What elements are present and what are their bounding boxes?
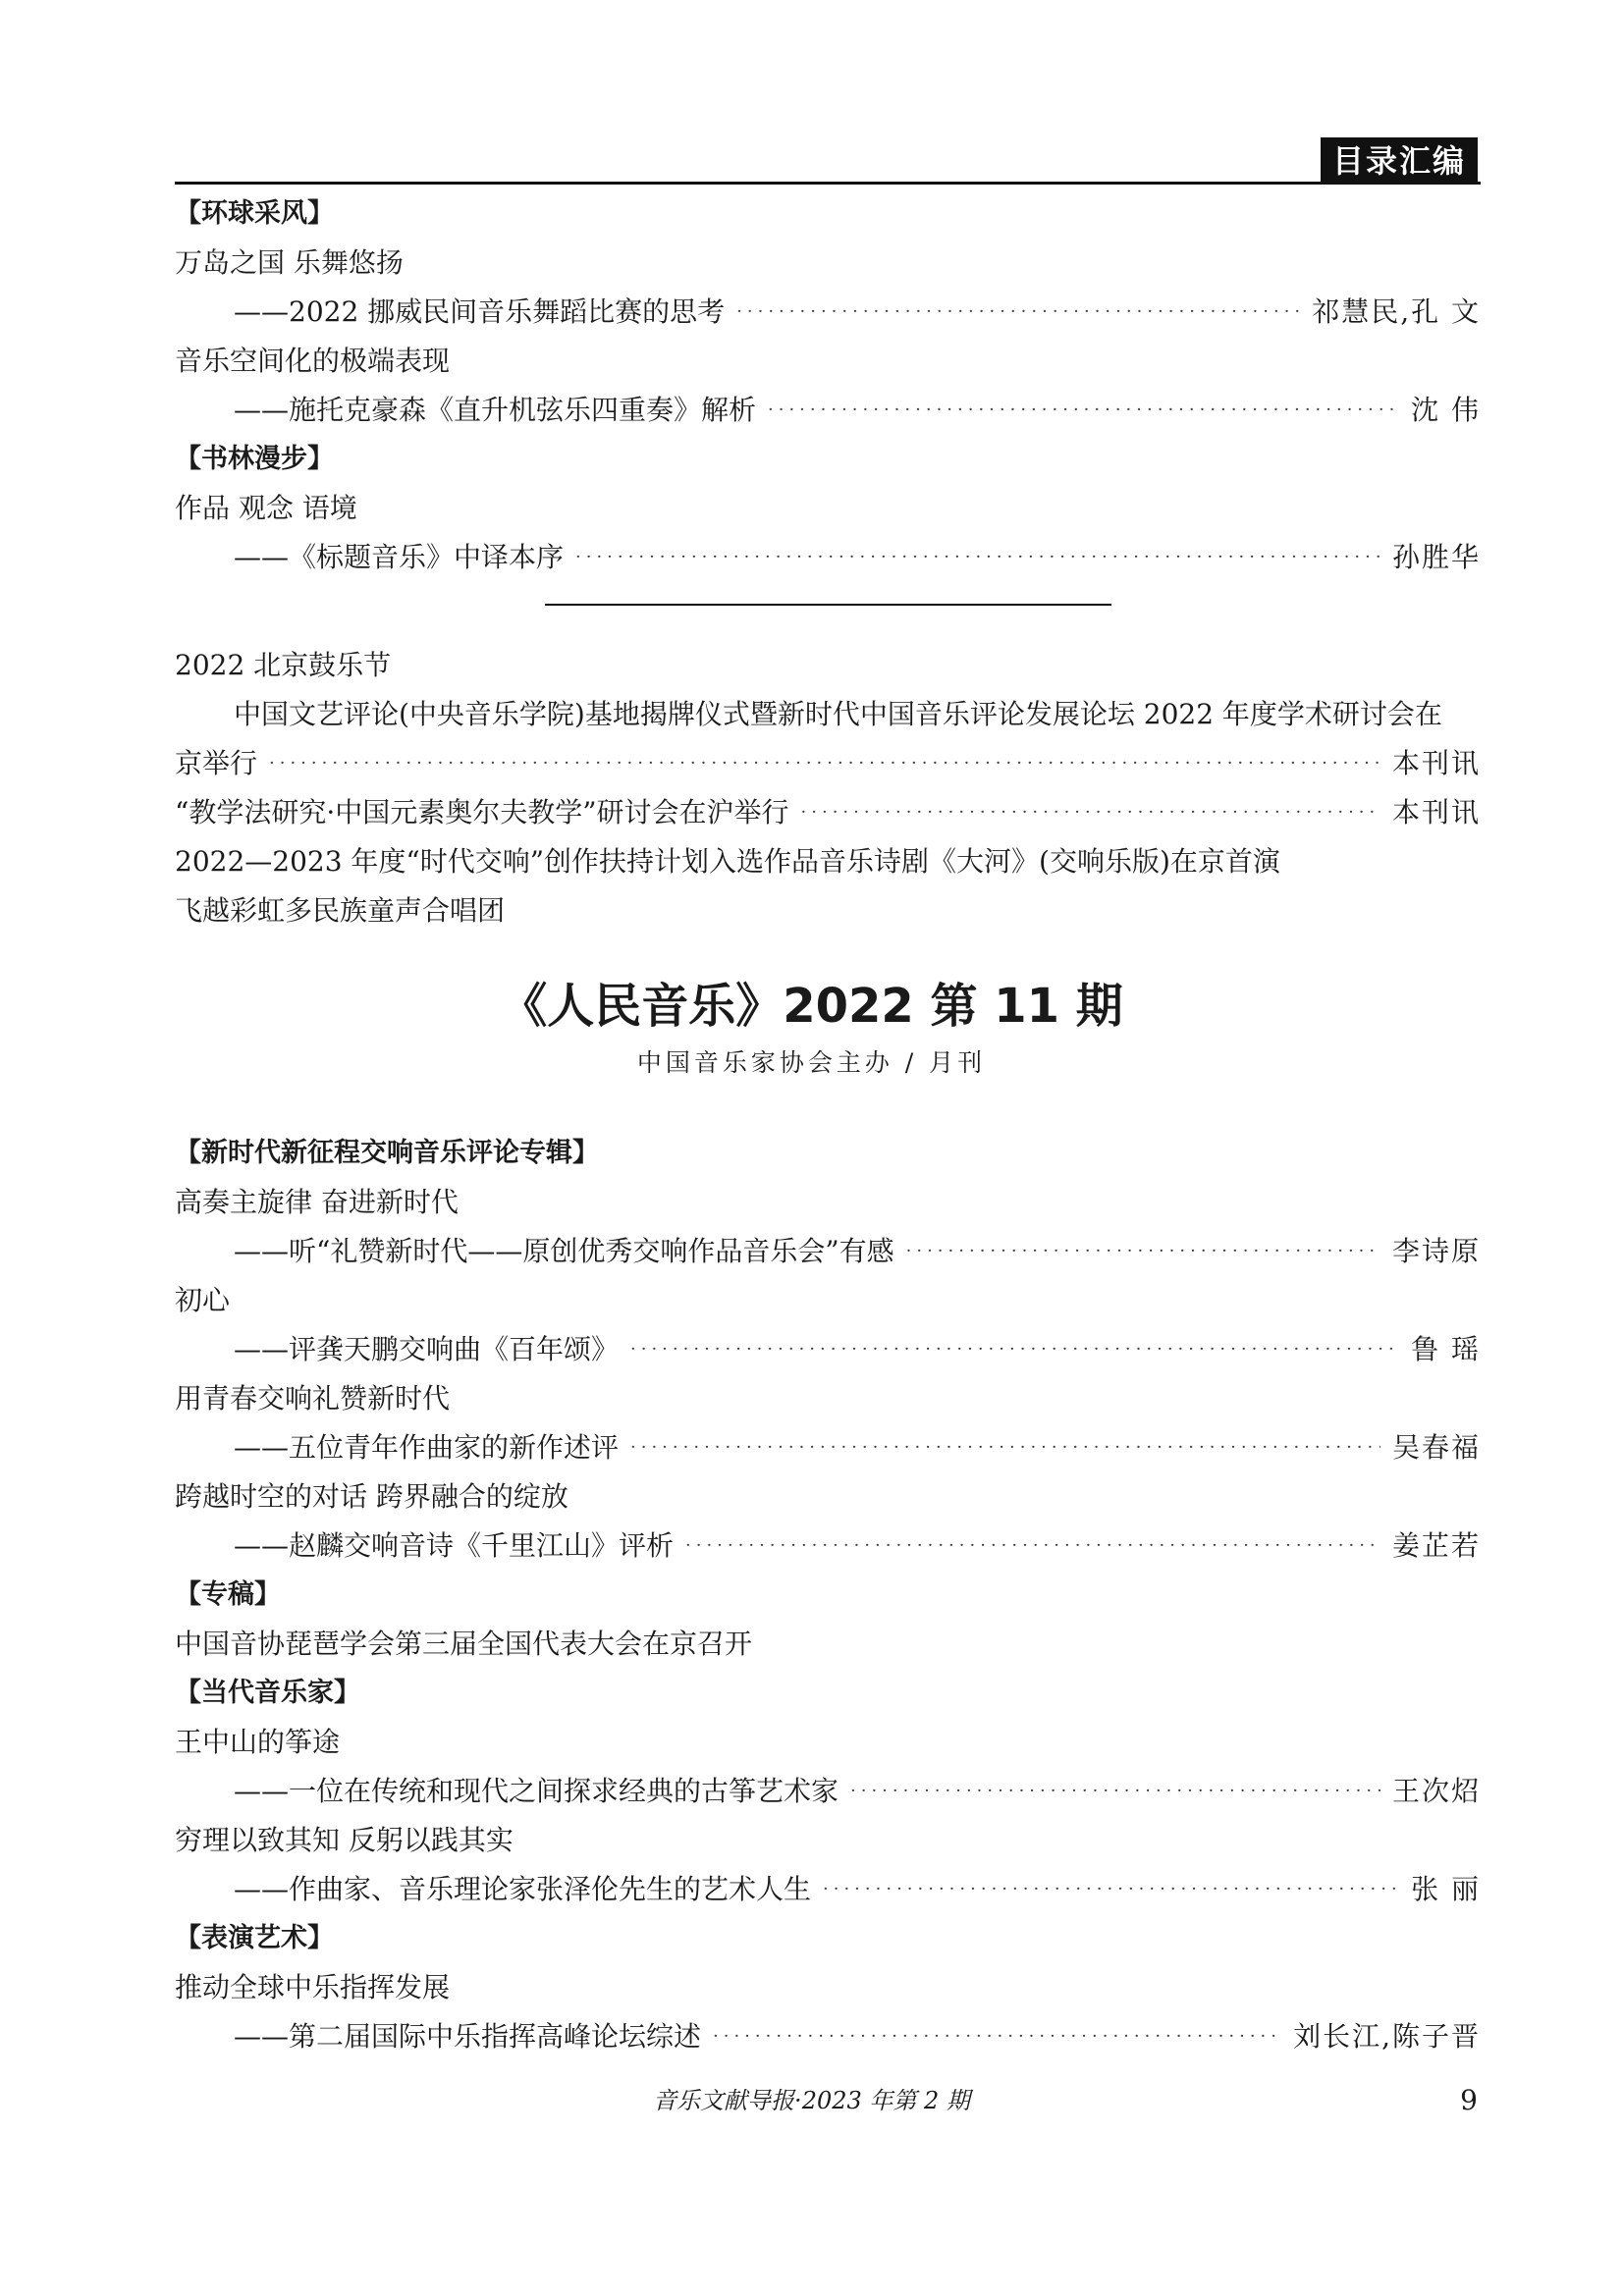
- news-item: 2022—2023 年度“时代交响”创作扶持计划入选作品音乐诗剧《大河》(交响乐版)在京首演: [175, 845, 1280, 878]
- news-item: 飞越彩虹多民族童声合唱团: [175, 894, 506, 927]
- toc-entry[interactable]: [175, 288, 1481, 337]
- leader-dots: [685, 1522, 1380, 1571]
- news-item: 中国文艺评论(中央音乐学院)基地揭牌仪式暨新时代中国音乐评论发展论坛 2022 年度学术研讨会在: [234, 698, 1442, 730]
- article-author: 吴春福: [1391, 1431, 1481, 1464]
- journal-footer: 音乐文献导报·2023 年第 2 期: [653, 2087, 970, 2114]
- article-title: 中国音协琵琶学会第三届全国代表大会在京召开: [175, 1628, 753, 1660]
- article-subtitle: ——五位青年作曲家的新作述评: [234, 1431, 620, 1464]
- article-title: 推动全球中乐指挥发展: [175, 1971, 451, 2003]
- separator-rule: [545, 604, 1111, 606]
- article-subtitle: ——赵麟交响音诗《千里江山》评析: [234, 1529, 675, 1562]
- section-heading: 【环球采风】: [175, 198, 334, 229]
- article-author: 祁慧民,孔 文: [1312, 295, 1481, 328]
- toc-entry[interactable]: [175, 2012, 1481, 2061]
- toc-entry[interactable]: [175, 1423, 1481, 1472]
- page-number: 9: [1460, 2084, 1478, 2116]
- leader-dots: [823, 1865, 1399, 1914]
- news-item: “教学法研究·中国元素奥尔夫教学”研讨会在沪举行: [175, 796, 789, 828]
- issue-subtitle: 中国音乐家协会主办 / 月刊: [636, 1048, 987, 1077]
- leader-dots: [630, 1423, 1380, 1472]
- toc-entry[interactable]: [175, 1767, 1481, 1816]
- toc-entry[interactable]: [175, 1325, 1481, 1374]
- leader-dots: [713, 2012, 1281, 2061]
- header-rule: [175, 182, 1481, 185]
- leader-dots: [630, 1325, 1399, 1374]
- leader-dots: [736, 288, 1300, 337]
- article-author: 本刊讯: [1391, 796, 1481, 828]
- section-heading: 【专稿】: [175, 1579, 281, 1610]
- issue-title: 《人民音乐》2022 第 11 期: [500, 979, 1123, 1034]
- article-title: 跨越时空的对话 跨界融合的绽放: [175, 1480, 568, 1513]
- leader-dots: [906, 1227, 1380, 1276]
- article-subtitle: ——《标题音乐》中译本序: [234, 541, 565, 573]
- article-author: 张 丽: [1411, 1873, 1481, 1905]
- article-author: 姜芷若: [1391, 1529, 1481, 1562]
- article-title: 作品 观念 语境: [175, 492, 357, 524]
- toc-entry[interactable]: [175, 739, 1481, 788]
- news-item: 2022 北京鼓乐节: [175, 649, 392, 681]
- article-title: 万岛之国 乐舞悠扬: [175, 246, 404, 279]
- article-subtitle: ——听“礼赞新时代——原创优秀交响作品音乐会”有感: [234, 1235, 894, 1267]
- leader-dots: [575, 533, 1380, 582]
- toc-entry[interactable]: [175, 1227, 1481, 1276]
- article-subtitle: ——评龚天鹏交响曲《百年颂》: [234, 1333, 620, 1365]
- article-author: 本刊讯: [1391, 747, 1481, 779]
- article-title: 用青春交响礼赞新时代: [175, 1382, 451, 1415]
- article-title: 穷理以致其知 反躬以践其实: [175, 1824, 514, 1856]
- section-heading: 【当代音乐家】: [175, 1678, 360, 1708]
- article-subtitle: ——一位在传统和现代之间探求经典的古筝艺术家: [234, 1775, 839, 1807]
- article-author: 鲁 瑶: [1411, 1333, 1481, 1365]
- section-heading: 【新时代新征程交响音乐评论专辑】: [175, 1138, 599, 1168]
- leader-dots: [269, 739, 1380, 788]
- article-author: 孙胜华: [1391, 541, 1481, 573]
- article-author: 刘长江,陈子晋: [1293, 2020, 1481, 2053]
- leader-dots: [768, 386, 1399, 435]
- article-subtitle: ——第二届国际中乐指挥高峰论坛综述: [234, 2020, 702, 2053]
- article-subtitle: ——作曲家、音乐理论家张泽伦先生的艺术人生: [234, 1873, 812, 1905]
- section-heading: 【书林漫步】: [175, 444, 334, 474]
- leader-dots: [801, 788, 1380, 837]
- article-author: 王次炤: [1391, 1775, 1481, 1807]
- article-subtitle: ——2022 挪威民间音乐舞蹈比赛的思考: [234, 295, 726, 328]
- article-title: 音乐空间化的极端表现: [175, 345, 451, 377]
- section-heading: 【表演艺术】: [175, 1923, 334, 1953]
- leader-dots: [850, 1767, 1380, 1816]
- article-title: 王中山的筝途: [175, 1726, 341, 1758]
- toc-entry[interactable]: [175, 1522, 1481, 1571]
- article-subtitle: ——施托克豪森《直升机弦乐四重奏》解析: [234, 394, 757, 426]
- article-title: 初心: [175, 1284, 231, 1316]
- news-item-cont: 京举行: [175, 747, 258, 779]
- article-author: 沈 伟: [1411, 394, 1481, 426]
- article-title: 高奏主旋律 奋进新时代: [175, 1186, 459, 1218]
- toc-entry[interactable]: [175, 788, 1481, 837]
- toc-entry[interactable]: [175, 533, 1481, 582]
- toc-entry[interactable]: [175, 386, 1481, 435]
- article-author: 李诗原: [1391, 1235, 1481, 1267]
- toc-entry[interactable]: [175, 1865, 1481, 1914]
- section-tag: 目录汇编: [1321, 137, 1478, 185]
